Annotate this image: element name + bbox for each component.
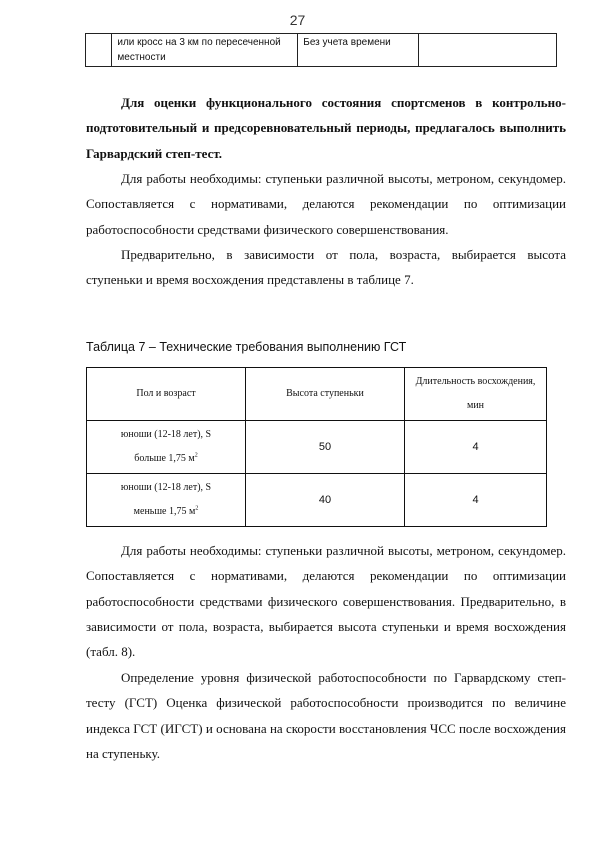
cell-duration: 4 xyxy=(405,421,547,474)
table-cell xyxy=(86,34,112,67)
paragraph-equipment-repeat: Для работы необходимы: ступеньки различной высоты, метроном, секундомер. Сопоставляется с нормативами, делаются рекомендации по оптимизации работоспособности средствами физического совершенствования. Предварительно, в зависимости от пола, возраста, выбирается высота ступеньки и время восхождения (табл. 8). xyxy=(86,543,566,660)
table-7 xyxy=(86,367,547,527)
cell-height: 40 xyxy=(246,474,405,527)
cell-duration: 4 xyxy=(405,474,547,527)
cell-height: 50 xyxy=(246,421,405,474)
header-duration: Длительность восхождения, мин xyxy=(405,368,547,421)
group-line-1: юноши (12-18 лет), S xyxy=(120,482,212,493)
table-row xyxy=(87,421,547,474)
group-line-2: меньше 1,75 м xyxy=(133,506,196,517)
header-step-height: Высота ступеньки xyxy=(246,368,405,421)
page-number: 27 xyxy=(289,12,306,28)
paragraph-selection: Предварительно, в зависимости от пола, возраста, выбирается высота ступеньки и время восхождения представлены в таблице 7. xyxy=(86,247,566,288)
group-line-1: юноши (12-18 лет), S xyxy=(120,429,212,440)
paragraph-intro: Для оценки функционального состояния спортсменов в контрольно-подтотовительный и предсоревновательный периоды, предлагалось выполнить Гарвардский степ-тест. xyxy=(86,95,566,161)
continued-table xyxy=(85,33,557,67)
table-row xyxy=(86,34,557,67)
table-cell: Без учета времени xyxy=(298,34,418,67)
table-cell: или кросс на 3 км по пересеченной местности xyxy=(112,34,298,67)
superscript: 2 xyxy=(195,505,199,512)
table-cell xyxy=(418,34,556,67)
cell-group xyxy=(87,421,246,474)
paragraph-equipment: Для работы необходимы: ступеньки различной высоты, метроном, секундомер. Сопоставляется с нормативами, делаются рекомендации по оптимизации работоспособности средствами физического совершенствования. xyxy=(86,171,566,237)
superscript: 2 xyxy=(194,452,198,459)
cell-group xyxy=(87,474,246,527)
table-caption: Таблица 7 – Технические требования выполнению ГСТ xyxy=(86,340,407,354)
header-sex-age: Пол и возраст xyxy=(87,368,246,421)
table-header-row xyxy=(87,368,547,421)
table-row xyxy=(87,474,547,527)
paragraph-gst-definition: Определение уровня физической работоспособности по Гарвардскому степ-тесту (ГСТ) Оценка физической работоспособности производится по величине индекса ГСТ (ИГСТ) и основана на скорости восстановления ЧСС после восхождения на ступеньку. xyxy=(86,670,566,761)
group-line-2: больше 1,75 м xyxy=(134,453,195,464)
